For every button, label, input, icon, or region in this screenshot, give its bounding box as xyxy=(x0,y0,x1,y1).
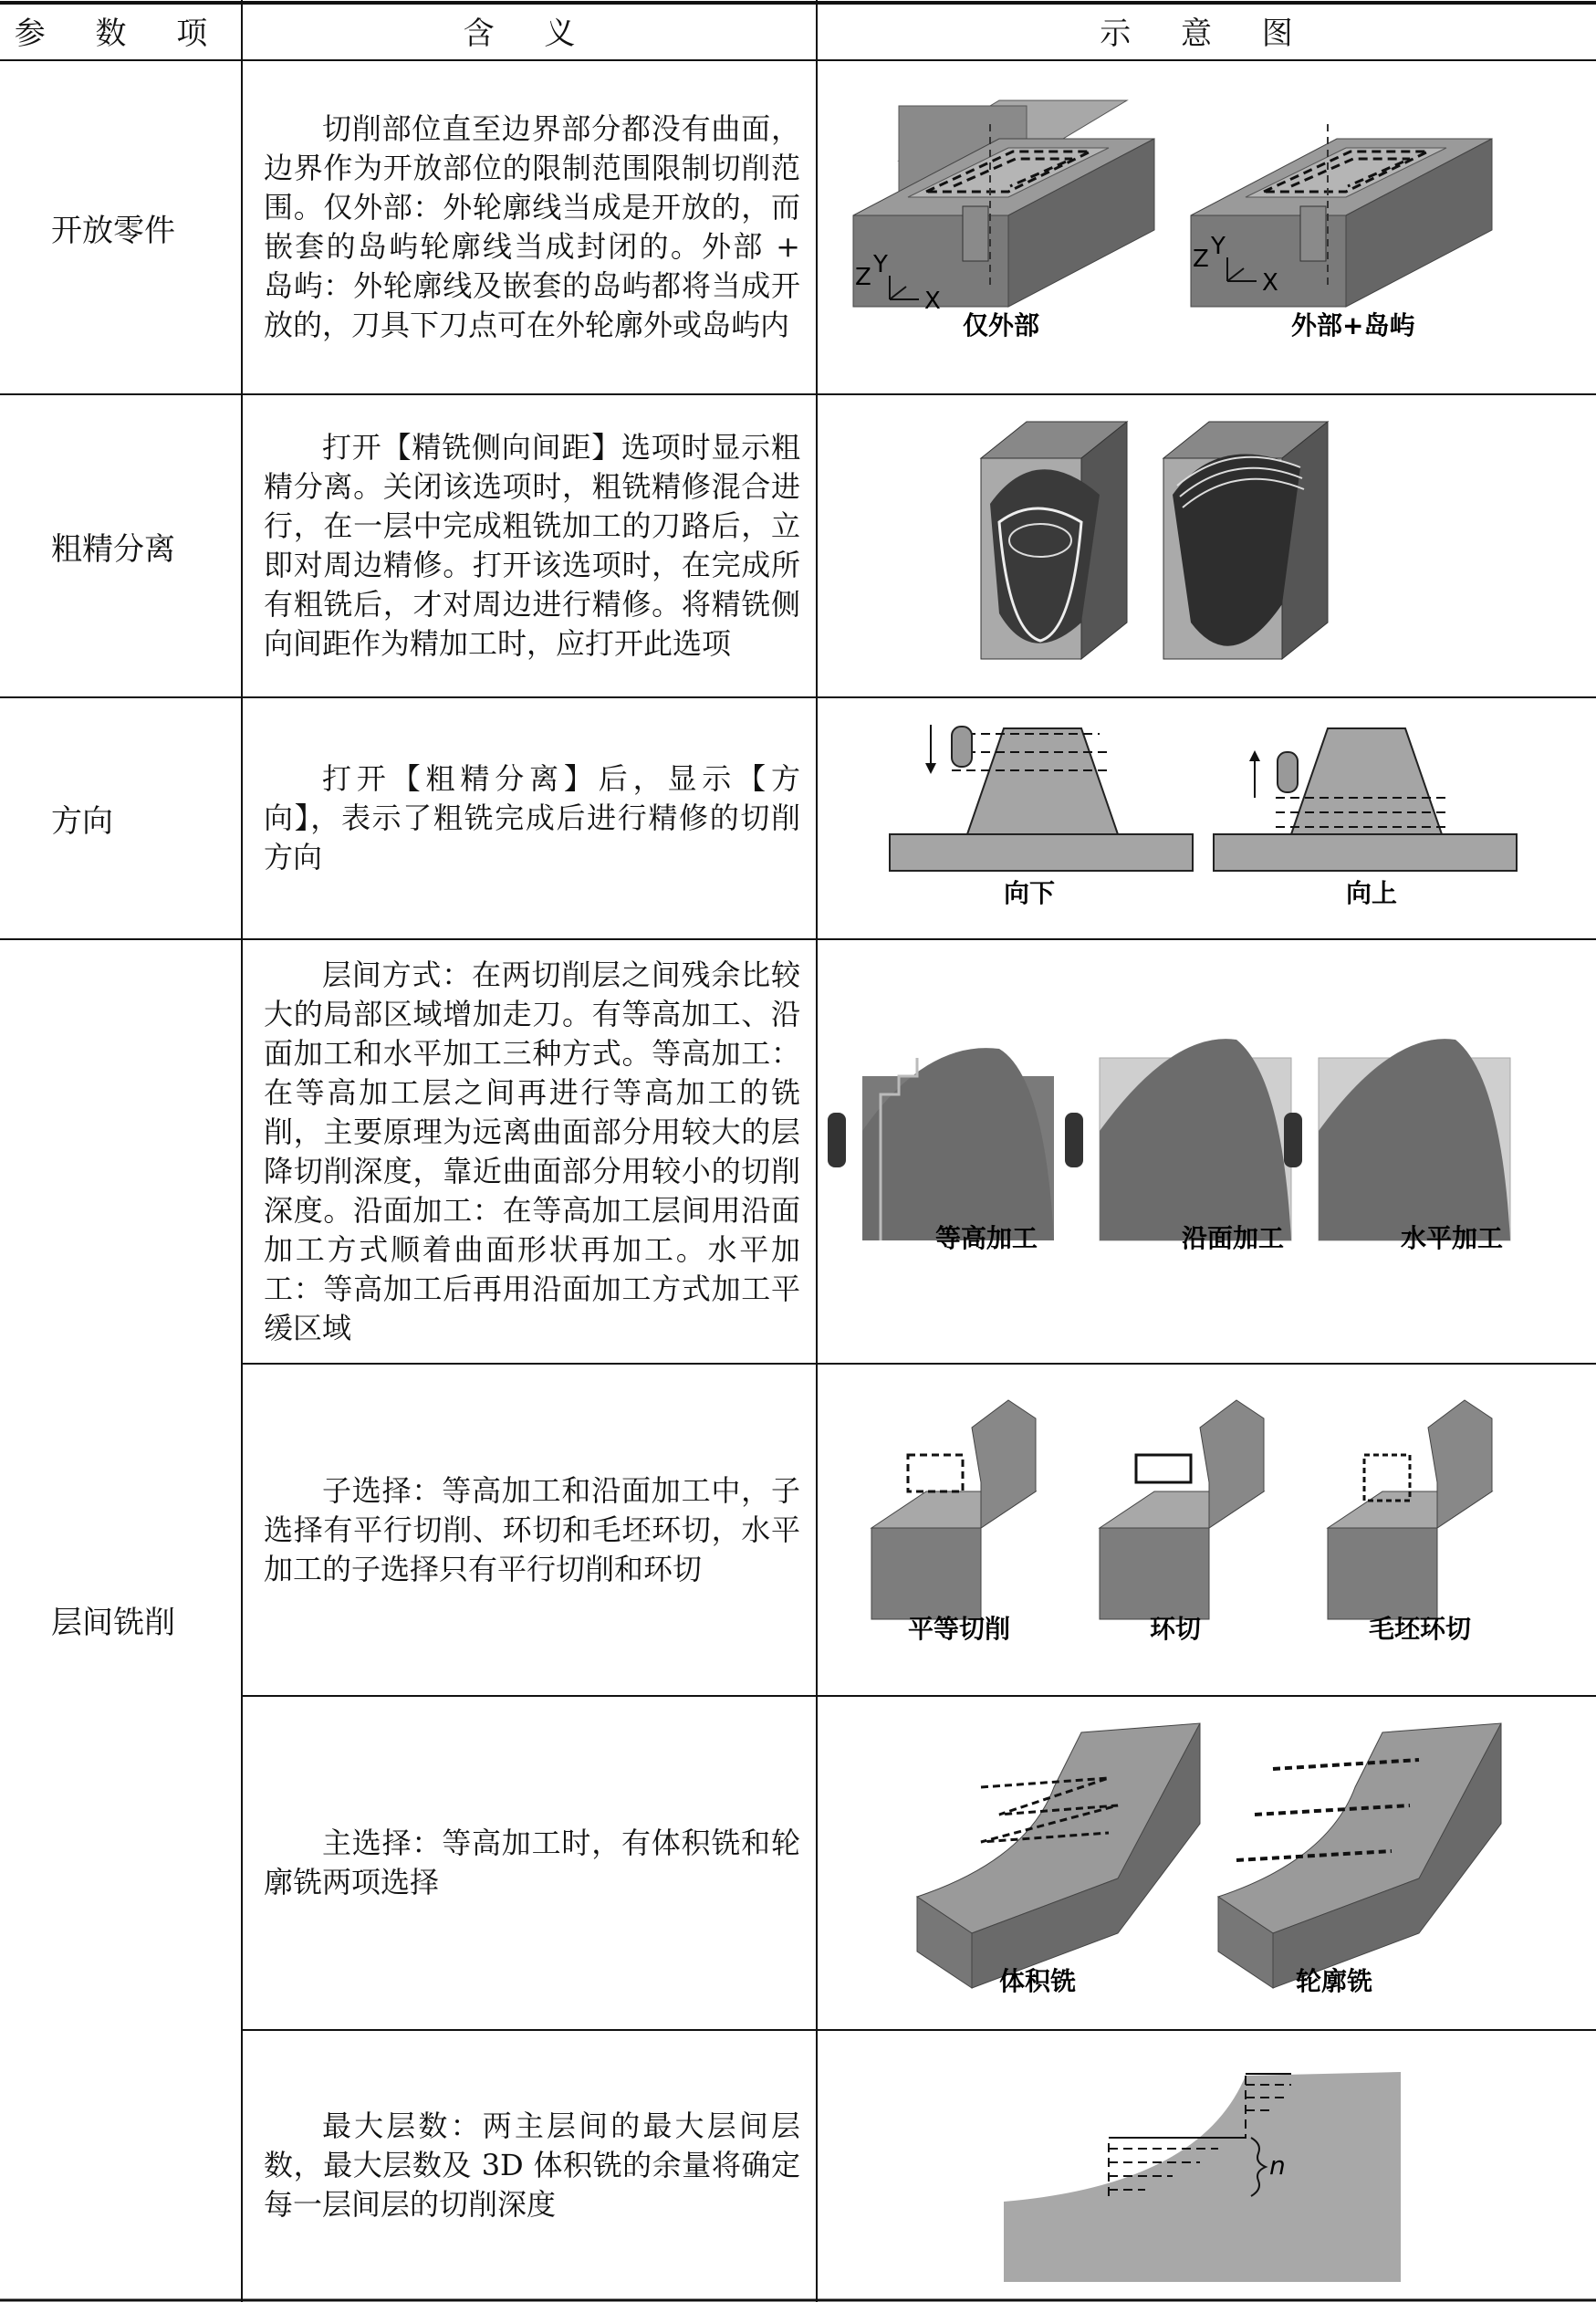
step-block-ring xyxy=(1100,1400,1264,1619)
figure-interlayer-mode xyxy=(817,939,1596,1364)
meaning-open-part: 切削部位直至边界部分都没有曲面，边界作为开放部位的限制范围限制切削范围。仅外部：外轮廓线当成是开放的，而嵌套的岛屿轮廓线当成封闭的。外部 + 岛屿：外轮廓线及嵌套的岛屿都将当成开放的，刀具下刀点可在外轮廓外或岛屿内 xyxy=(264,111,800,342)
axis-z-label: Z xyxy=(855,264,871,291)
rough-finish-block-left xyxy=(981,422,1127,659)
param-open-part: 开放零件 xyxy=(51,212,175,249)
param-rough-finish-separation: 粗精分离 xyxy=(51,530,175,568)
caption-blank-ring: 毛坯环切 xyxy=(1369,1614,1472,1644)
caption-up: 向上 xyxy=(1346,878,1398,908)
caption-horizontal: 水平加工 xyxy=(1401,1223,1504,1253)
figure-main-selection xyxy=(817,1696,1596,2030)
param-interlayer-milling: 层间铣削 xyxy=(51,1605,175,1641)
meaning-main-selection: 主选择：等高加工时，有体积铣和轮廓铣两项选择 xyxy=(264,1826,800,1899)
slope-volume-milling xyxy=(917,1723,1200,1988)
axis-y-label: Y xyxy=(873,251,888,278)
param-direction: 方向 xyxy=(51,803,113,840)
dome-surface-machining xyxy=(1065,1039,1291,1240)
caption-ring: 环切 xyxy=(1150,1614,1202,1644)
figure-sub-selection xyxy=(817,1364,1596,1696)
figure-open-part xyxy=(817,60,1596,394)
dome-contour-machining xyxy=(828,1048,1054,1240)
caption-outer-island: 外部+岛屿 xyxy=(1291,310,1415,340)
open-part-outer-only xyxy=(853,100,1154,307)
svg-text:Y: Y xyxy=(1211,233,1226,260)
svg-text:Z: Z xyxy=(1193,246,1209,273)
header-figure: 示 意 图 xyxy=(1100,15,1313,52)
meaning-max-layers: 最大层数：两主层间的最大层间层数，最大层数及 3D 体积铣的余量将确定每一层间层的切削深度 xyxy=(264,2108,800,2222)
caption-down: 向下 xyxy=(1004,878,1056,908)
step-block-blank-ring xyxy=(1328,1400,1492,1619)
axis-x-label: X xyxy=(924,288,941,315)
rough-finish-block-right xyxy=(1163,422,1328,659)
step-block-parallel xyxy=(871,1400,1036,1619)
svg-text:X: X xyxy=(1262,269,1278,297)
direction-up-diagram xyxy=(1214,728,1517,871)
direction-down-diagram xyxy=(890,725,1193,871)
figure-rough-finish-separation xyxy=(817,394,1596,697)
caption-outer-only: 仅外部 xyxy=(963,310,1040,340)
figure-max-layers xyxy=(817,2030,1596,2300)
caption-surface: 沿面加工 xyxy=(1182,1223,1285,1253)
caption-contour: 等高加工 xyxy=(935,1223,1038,1253)
meaning-direction: 打开【粗精分离】后，显示【方向】，表示了粗铣完成后进行精修的切削方向 xyxy=(264,761,800,874)
figure-direction xyxy=(817,697,1596,939)
max-layers-profile xyxy=(1004,2072,1401,2282)
meaning-rough-finish-separation: 打开【精铣侧向间距】选项时显示粗精分离。关闭该选项时，粗铣精修混合进行，在一层中完成粗铣加工的刀路后，立即对周边精修。打开该选项时，在完成所有粗铣后，才对周边进行精修。将精铣侧向间距作为精加工时，应打开此选项 xyxy=(264,430,800,661)
meaning-interlayer-mode: 层间方式：在两切削层之间残余比较大的局部区域增加走刀。有等高加工、沿面加工和水平加工三种方式。等高加工：在等高加工层之间再进行等高加工的铣削，主要原理为远离曲面部分用较大的层降切削深度，靠近曲面部分用较小的切削深度。沿面加工：在等高加工层间用沿面加工方式顺着曲面形状再加工。水平加工：等高加工后再用沿面加工方式加工平缓区域 xyxy=(264,957,800,1345)
open-part-outer-island xyxy=(1191,124,1492,307)
caption-contour-milling: 轮廓铣 xyxy=(1296,1966,1373,1996)
meaning-sub-selection: 子选择：等高加工和沿面加工中，子选择有平行切削、环切和毛坯环切，水平加工的子选择只有平行切削和环切 xyxy=(264,1472,800,1586)
dome-horizontal-machining xyxy=(1284,1039,1510,1240)
caption-volume-milling: 体积铣 xyxy=(999,1966,1077,1996)
slope-contour-milling xyxy=(1218,1723,1501,1988)
header-meaning: 含 义 xyxy=(463,15,596,52)
layer-count-label: n xyxy=(1269,2150,1286,2181)
caption-parallel: 平等切削 xyxy=(908,1614,1011,1644)
header-param: 参 数 项 xyxy=(14,15,228,52)
